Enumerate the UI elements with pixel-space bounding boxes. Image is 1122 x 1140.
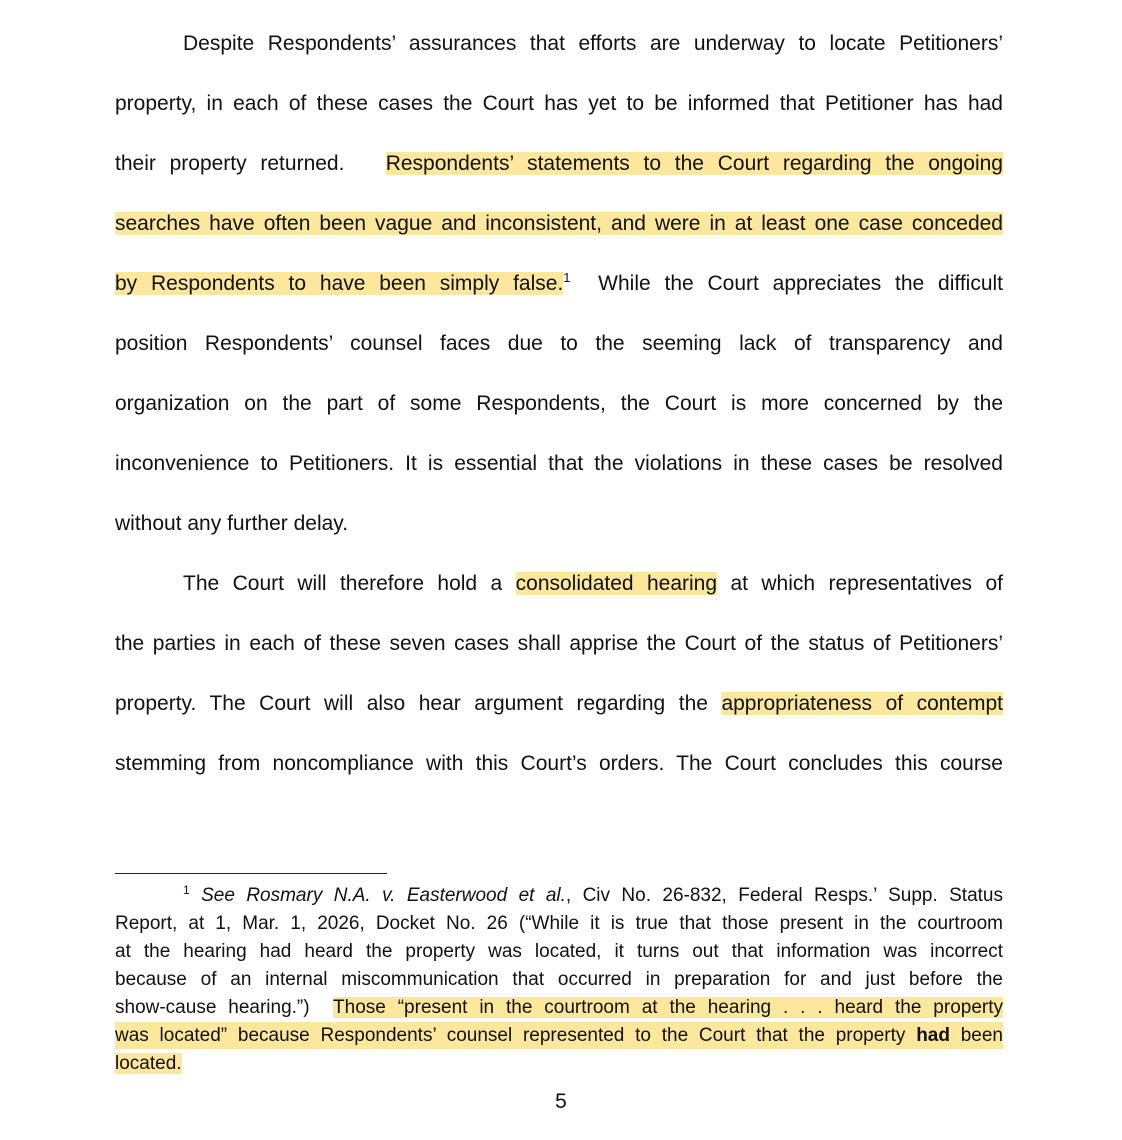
fn-line-5: show-cause hearing.”) Those “present in the courtroom at the hearing . . . heard the property	[115, 997, 1003, 1018]
p2-line-4: stemming from noncompliance with this Court’s orders. The Court concludes this course	[115, 752, 1003, 775]
footnote-marker: 1	[563, 270, 571, 285]
highlight: consolidated hearing	[515, 572, 718, 595]
p1-line-7: organization on the part of some Respondents, the Court is more concerned by the	[115, 392, 1003, 415]
p1-line-3: their property returned. Respondents’ statements to the Court regarding the ongoing	[115, 152, 1003, 175]
highlight: searches have often been vague and inconsistent, and were in at least one case conceded	[115, 212, 1003, 235]
p2-line-2: the parties in each of these seven cases shall apprise the Court of the status of Petitioners’	[115, 632, 1003, 655]
highlight: Those “present in the courtroom at the hearing . . . heard the property	[333, 997, 1003, 1018]
p1-line-5: by Respondents to have been simply false.$^1$ While the Court appreciates the difficult	[115, 270, 1004, 295]
highlight: located.	[115, 1053, 182, 1074]
p1-line-6: position Respondents’ counsel faces due to the seeming lack of transparency and	[115, 332, 1003, 355]
case-name: Rosmary N.A. v. Easterwood et al.	[246, 885, 566, 906]
highlight: by Respondents to have been simply false.	[115, 272, 564, 295]
page-number: 5	[555, 1090, 567, 1113]
p1-line-1: Despite Respondents’ assurances that efforts are underway to locate Petitioners’	[183, 32, 1003, 55]
p1-line-2: property, in each of these cases the Court has yet to be informed that Petitioner has had	[115, 92, 1003, 115]
fn-line-7	[115, 1050, 1003, 1077]
fn-line-4: because of an internal miscommunication that occurred in preparation for and just before the	[115, 969, 1003, 990]
fn-line-1: $^1$ See Rosmary N.A. v. Easterwood et al., Civ No. 26-832, Federal Resps.’ Supp. Status	[183, 883, 1003, 906]
p1-line-8: inconvenience to Petitioners. It is essential that the violations in these cases be resolved	[115, 452, 1003, 475]
fn-line-3: at the hearing had heard the property was located, it turns out that information was incorrect	[115, 941, 1003, 962]
fn-line-2: Report, at 1, Mar. 1, 2026, Docket No. 26 (“While it is true that those present in the courtroom	[115, 913, 1003, 934]
p1-line-9: without any further delay.	[115, 512, 349, 535]
highlight: appropriateness of contempt	[721, 692, 1003, 715]
emphasis: had	[916, 1025, 950, 1046]
p2-line-1: The Court will therefore hold a consolidated hearing at which representatives of	[183, 572, 1003, 595]
p1-line-4	[115, 209, 1003, 239]
p2-line-3: property. The Court will also hear argument regarding the appropriateness of contempt	[115, 692, 1003, 715]
fn-line-6: was located” because Respondents’ counsel represented to the Court that the property had been	[115, 1022, 1003, 1049]
footnote-number: 1	[183, 883, 190, 897]
footnote-separator	[115, 873, 387, 874]
highlight: Respondents’ statements to the Court regarding the ongoing	[385, 152, 1003, 175]
